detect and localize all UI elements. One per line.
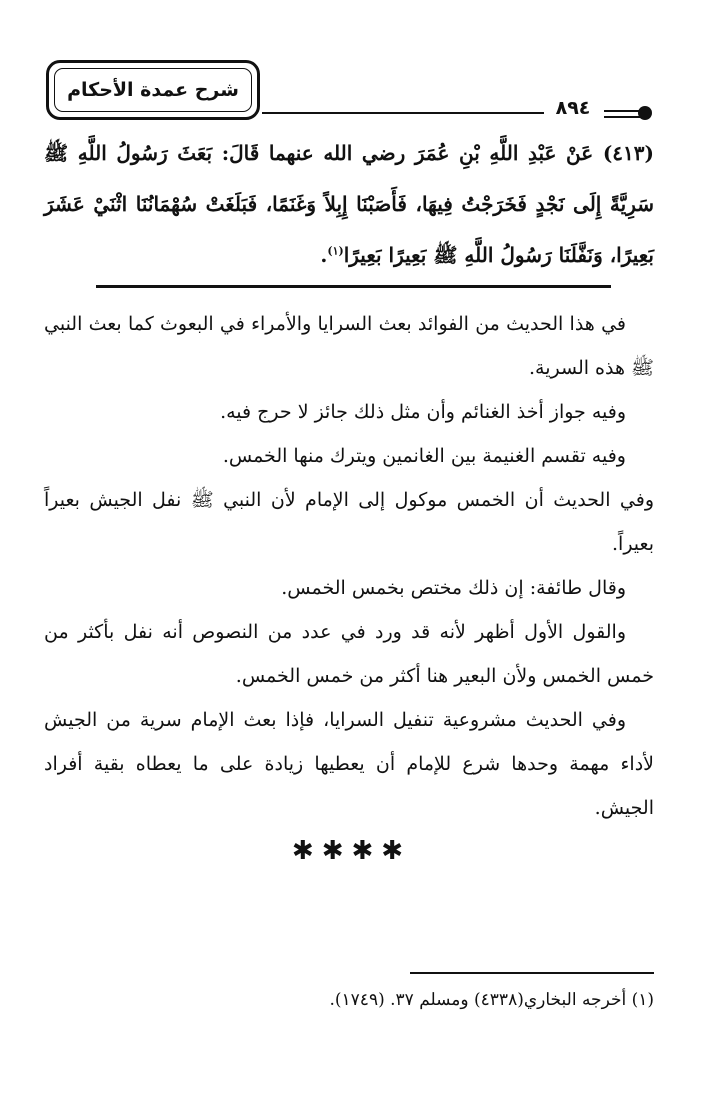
footnote-marker: (١) xyxy=(327,244,344,258)
header-rule xyxy=(262,112,544,114)
commentary-paragraph: وفيه جواز أخذ الغنائم وأن مثل ذلك جائز لا حرج فيه. xyxy=(220,401,626,423)
ornament-dot xyxy=(638,106,652,120)
footnote-text: (١) أخرجه البخاري(٤٣٣٨) ومسلم ٣٧. (١٧٤٩). xyxy=(329,990,654,1010)
commentary-paragraph: وفي الحديث أن الخمس موكول إلى الإمام لأن النبي ﷺ نفل الجيش بعيراً بعيراً. xyxy=(44,489,654,555)
section-separator-rule xyxy=(96,285,611,288)
header-title-inner-frame xyxy=(54,68,252,112)
ornament-line xyxy=(604,116,640,118)
ornament-line xyxy=(604,110,640,112)
commentary-block xyxy=(44,302,654,830)
commentary-paragraph: وقال طائفة: إن ذلك مختص بخمس الخمس. xyxy=(281,577,626,599)
commentary-paragraph: والقول الأول أظهر لأنه قد ورد في عدد من النصوص أنه نفل بأكثر من خمس الخمس ولأن البعير هنا أكثر من خمس الخمس. xyxy=(44,621,654,687)
footnote-rule xyxy=(410,972,654,974)
stars-separator: ✱✱✱✱ xyxy=(291,836,412,866)
hadith-end-punct: . xyxy=(320,243,328,267)
commentary-paragraph: في هذا الحديث من الفوائد بعث السرايا والأمراء في البعوث كما بعث النبي ﷺ هذه السرية. xyxy=(44,313,654,379)
hadith-paragraph xyxy=(44,128,654,281)
commentary-paragraph: وفيه تقسم الغنيمة بين الغانمين ويترك منها الخمس. xyxy=(222,445,626,467)
commentary-paragraph: وفي الحديث مشروعية تنفيل السرايا، فإذا بعث الإمام سرية من الجيش لأداء مهمة وحدها شرع للإمام أن يعطيها زيادة على ما يعطاه بقية أفراد الجيش. xyxy=(44,709,654,819)
page-number: ٨٩٤ xyxy=(555,97,591,119)
hadith-text-block xyxy=(44,128,654,281)
header-title-frame xyxy=(46,60,260,120)
hadith-text: (٤١٣) عَنْ عَبْدِ اللَّهِ بْنِ عُمَرَ رضي الله عنهما قَالَ: بَعَثَ رَسُولُ اللَّهِ ﷺ سَرِيَّةً إِلَى نَجْدٍ فَخَرَجْتُ فِيهَا، فَأَصَبْنَا إِبِلاً وَغَنَمًا، فَبَلَغَتْ سُهْمَانُنَا اثْنَيْ عَشَرَ بَعِيرًا، وَنَفَّلَنَا رَسُولُ اللَّهِ ﷺ بَعِيرًا بَعِيرًا xyxy=(44,141,654,267)
book-title: شرح عمدة الأحكام xyxy=(67,79,239,101)
